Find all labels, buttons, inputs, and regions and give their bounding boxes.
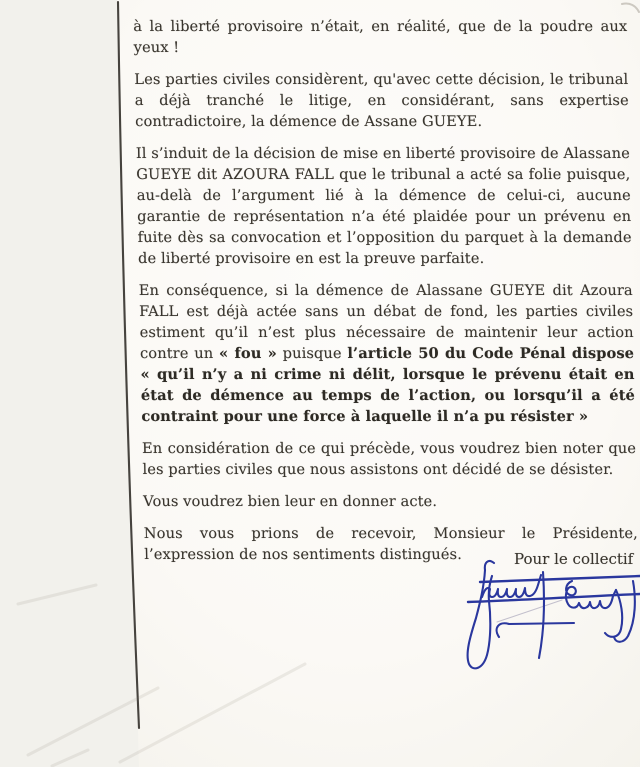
scan-margin-area xyxy=(0,0,139,767)
paragraph xyxy=(133,16,628,58)
bold-text-segment: « fou » xyxy=(218,345,278,362)
letter-text-block xyxy=(133,16,639,576)
paragraph xyxy=(139,280,636,427)
text-segment: Vous voudrez bien leur en donner acte. xyxy=(142,493,438,510)
text-segment: à la liberté provisoire n’était, en réalité, que de la poudre aux yeux ! xyxy=(133,18,628,56)
signature-scratch xyxy=(497,600,562,622)
signature-ink xyxy=(450,556,640,673)
paragraph xyxy=(136,143,633,269)
closing-text: Pour le collectif xyxy=(514,550,634,568)
text-segment: puisque xyxy=(276,345,348,362)
text-segment: En conséquence, si la démence de Alassane GUEYE dit Azoura FALL est déjà actée sans un débat de fond, les parties civiles estiment qu’il n’est plus nécessaire de maintenir leur action contre un xyxy=(138,282,634,362)
text-segment: Il s’induit de la décision de mise en liberté provisoire de Alassane GUEYE dit AZOURA FALL que le tribunal a acté sa folie puisque, au-delà de l’argument lié à la démence de celui-ci, aucune garantie de représentation n’a été plaidée pour un prévenu en fuite dès sa convocation et l’opposition du parquet à la demande de liberté provisoire en est la preuve parfaite. xyxy=(135,145,632,267)
signature-stroke xyxy=(468,561,494,668)
letter-paragraphs xyxy=(133,16,638,565)
text-segment: En considération de ce qui précède, vous voudrez bien noter que les parties civiles que nous assistons ont décidé de se désister. xyxy=(141,440,637,478)
paragraph xyxy=(134,69,629,132)
scan-corner-mark xyxy=(622,3,639,12)
signature-stroke xyxy=(480,576,640,582)
paragraph xyxy=(143,491,637,512)
bold-text-segment: l’article 50 du Code Pénal dispose « qu’il n’y a ni crime ni délit, lorsque le prévenu était en état de démence au temps de l’action, ou lorsqu’il a été contraint pour une force à laquelle il n’a pu résister » xyxy=(140,345,636,425)
paragraph xyxy=(142,438,637,480)
paper-crease xyxy=(120,664,305,762)
signature-stroke xyxy=(539,572,544,658)
signature-stroke xyxy=(497,623,574,637)
text-segment: Nous vous prions de recevoir, Monsieur le Présidente, l’expression de nos sentiments distingués. xyxy=(143,525,639,563)
text-segment: Les parties civiles considèrent, qu'avec cette décision, le tribunal a déjà tranché le litige, en considérant, sans expertise contradictoire, la démence de Assane GUEYE. xyxy=(134,71,629,130)
